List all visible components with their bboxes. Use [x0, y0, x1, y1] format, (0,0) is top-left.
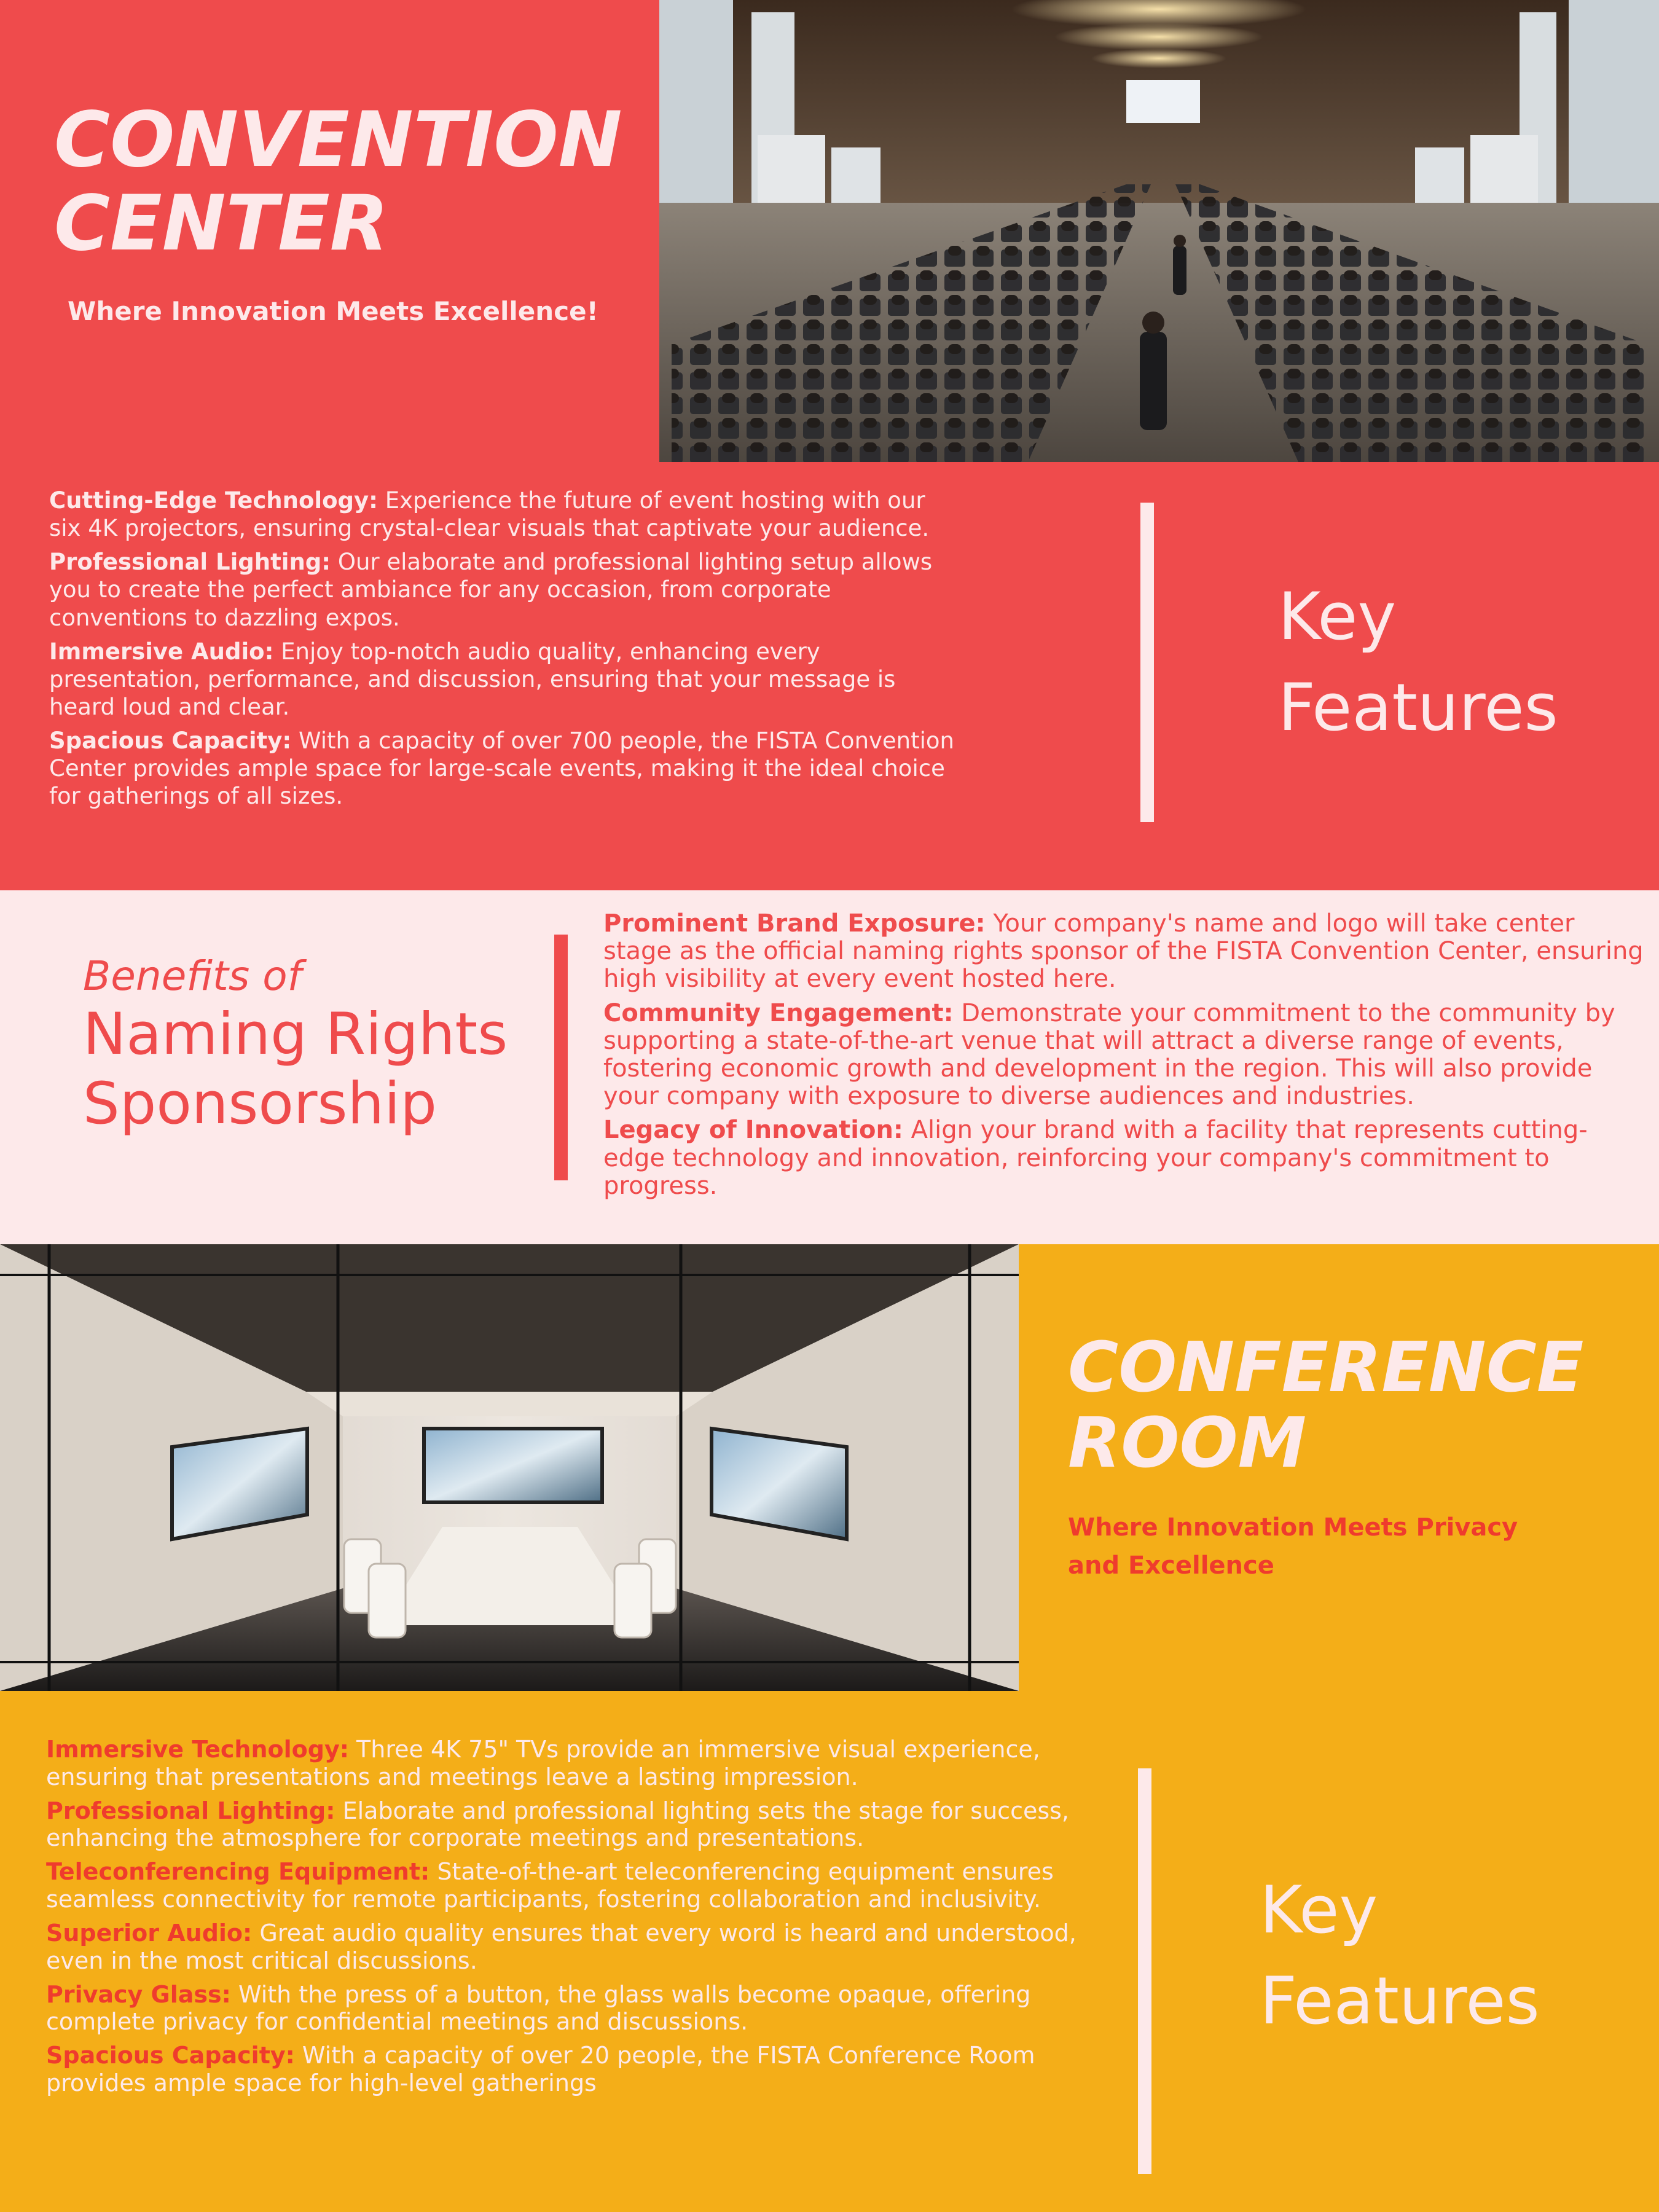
conference-room-photo [0, 1244, 1019, 1691]
feature-item: Superior Audio: Great audio quality ensures that every word is heard and understood, even in the most critical discussions. [46, 1919, 1077, 1974]
naming-rights-heading [83, 952, 550, 1139]
convention-divider [1140, 503, 1154, 822]
conference-title-line2: ROOM [1068, 1403, 1307, 1484]
feature-item: Professional Lighting: Our elaborate and professional lighting setup allows you to create the perfect ambiance for any occasion, from corporate conventions to dazzling expos. [49, 549, 933, 631]
convention-title [54, 96, 644, 269]
convention-title-line2: CENTER [54, 179, 389, 269]
convention-features-list [49, 487, 959, 816]
feature-item: Professional Lighting: Elaborate and professional lighting sets the stage for success, enhancing the atmosphere for corporate meetings and presentations. [46, 1797, 1070, 1852]
feature-item: Privacy Glass: With the press of a button, the glass walls become opaque, offering complete privacy for confidential meetings and discussions. [46, 1980, 1031, 2036]
convention-key-features-heading: Key Features [1278, 579, 1558, 746]
feature-item: Cutting-Edge Technology: Experience the future of event hosting with our six 4K projectors, ensuring crystal-clear visuals that captivate your audience. [49, 487, 930, 542]
convention-center-section [0, 0, 1659, 890]
conference-tagline: Where Innovation Meets Privacy and Excellence [1068, 1513, 1518, 1580]
feature-item: Immersive Audio: Enjoy top-notch audio quality, enhancing every presentation, performance, and discussion, ensuring that your message is heard loud and clear. [49, 638, 896, 720]
conference-room-section [0, 1244, 1659, 2212]
feature-item: Spacious Capacity: With a capacity of over 700 people, the FISTA Convention Center provides ample space for large-scale events, making it the ideal choice for gatherings of all sizes. [49, 728, 955, 810]
conference-title [1068, 1328, 1645, 1484]
feature-item: Teleconferencing Equipment: State-of-the-art teleconferencing equipment ensures seamless connectivity for remote participants, fostering collaboration and inclusivity. [46, 1858, 1054, 1913]
conference-title-line1: CONFERENCE [1068, 1328, 1584, 1408]
convention-hall-photo [659, 0, 1659, 462]
benefit-item: Legacy of Innovation: Align your brand with a facility that represents cutting-edge technology and innovation, reinforcing your company's commitment to progress. [603, 1116, 1588, 1200]
conference-features-list [46, 1736, 1091, 2103]
naming-benefits-list [603, 910, 1648, 1206]
convention-title-line1: CONVENTION [54, 96, 622, 184]
benefit-item: Prominent Brand Exposure: Your company's name and logo will take center stage as the official naming rights sponsor of the FISTA Convention Center, ensuring high visibility at every event hosted here. [603, 909, 1644, 994]
conference-key-features-heading: Key Features [1260, 1872, 1540, 2039]
conference-divider [1138, 1768, 1151, 2174]
naming-divider [554, 935, 568, 1180]
naming-rights-section [0, 890, 1659, 1244]
convention-tagline: Where Innovation Meets Excellence! [68, 296, 598, 326]
benefit-item: Community Engagement: Demonstrate your commitment to the community by supporting a state-of-the-art venue that will attract a diverse range of events, fostering economic growth and development in the region. This will also provide your company with exposure to diverse audiences and industries. [603, 998, 1615, 1111]
feature-item: Spacious Capacity: With a capacity of over 20 people, the FISTA Conference Room provides ample space for high-level gatherings [46, 2042, 1035, 2097]
heading-line1: Naming Rights [83, 1001, 508, 1069]
heading-line2: Sponsorship [83, 1070, 437, 1137]
feature-item: Immersive Technology: Three 4K 75" TVs provide an immersive visual experience, ensuring that presentations and meetings leave a lasting impression. [46, 1736, 1040, 1790]
heading-small: Benefits of [83, 952, 302, 1000]
